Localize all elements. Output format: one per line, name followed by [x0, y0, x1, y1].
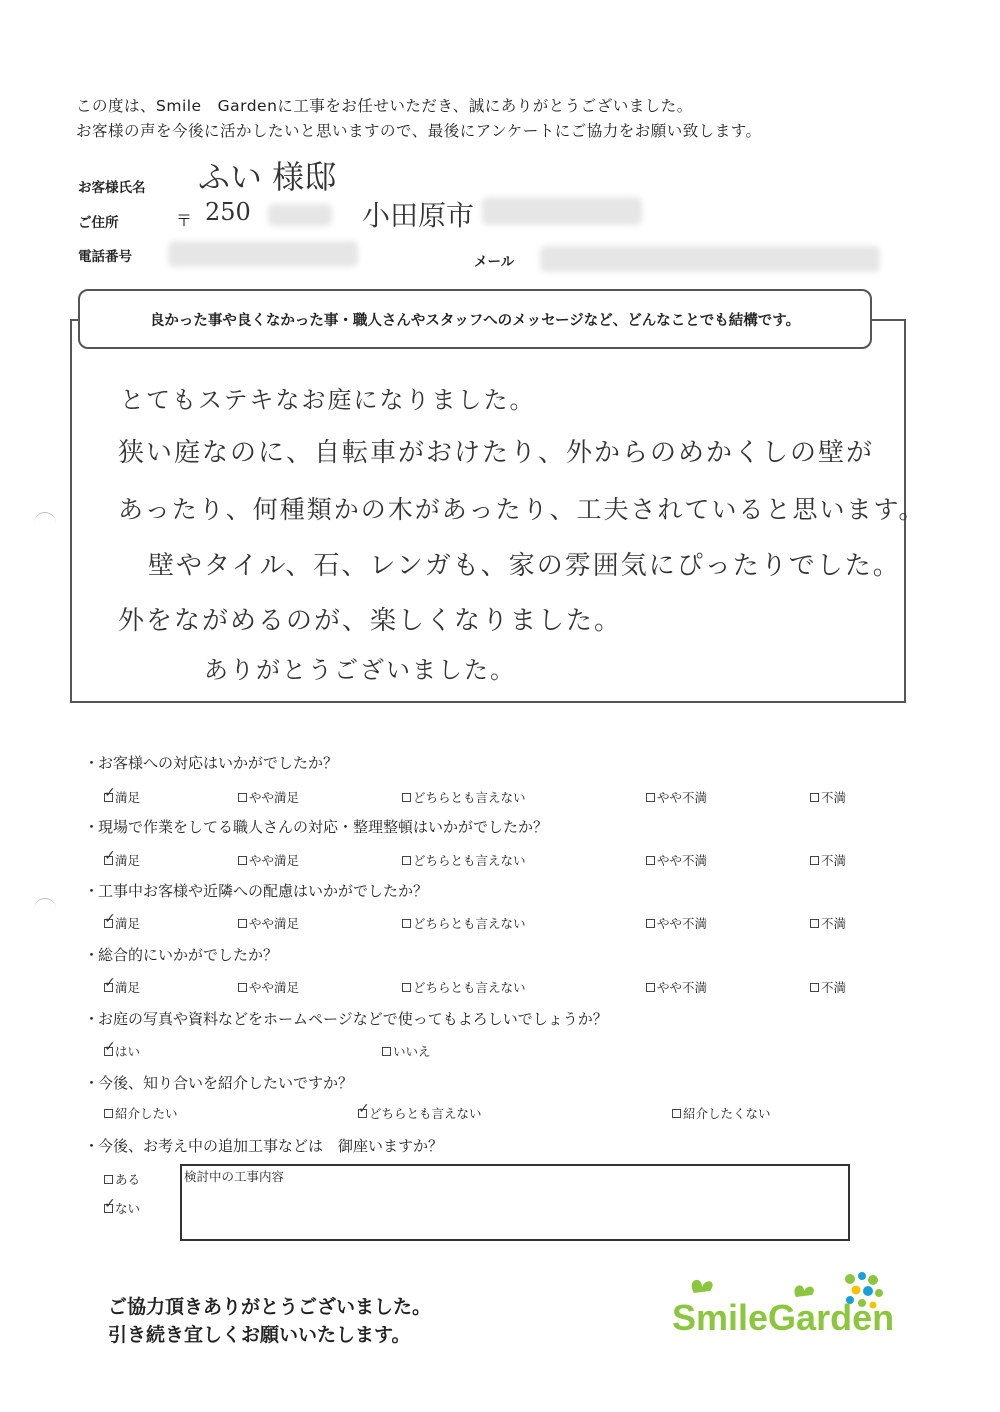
closing-line-1: ご協力頂きありがとうございました。 [108, 1296, 432, 1318]
q7-option-1[interactable]: ある [104, 1170, 140, 1188]
q2-option-2[interactable]: やや満足 [238, 851, 299, 869]
name-value: ふい 様邸 [198, 158, 337, 196]
q6-option-1[interactable]: 紹介したい [104, 1104, 178, 1122]
q3-option-4[interactable]: やや不満 [646, 914, 707, 932]
q7-option-2[interactable]: ✓ ない [104, 1199, 140, 1217]
question-4: ・総合的にいかがでしたか？ [84, 946, 279, 964]
q1-option-4[interactable]: やや不満 [646, 788, 707, 806]
address-label: ご住所 [78, 215, 119, 231]
q3-option-3[interactable]: どちらとも言えない [402, 914, 526, 932]
margin-mark-1 [34, 512, 56, 535]
intro-line-2: お客様の声を今後に活かしたいと思いますので、最後にアンケートにご協力をお願い致します。 [76, 122, 762, 140]
redacted-phone [168, 241, 358, 267]
redacted-postal [268, 204, 332, 226]
message-line-1: とてもステキなお庭になりました。 [120, 386, 536, 414]
email-label: メール [474, 254, 515, 270]
question-5: ・お庭の写真や資料などをホームページなどで使ってもよろしいでしょうか？ [84, 1010, 608, 1028]
message-header: 良かった事や良くなかった事・職人さんやスタッフへのメッセージなど、どんなことでも結構です。 [78, 289, 872, 349]
address-postal: 250 [205, 198, 251, 226]
phone-label: 電話番号 [78, 249, 132, 265]
q1-option-5[interactable]: 不満 [810, 788, 846, 806]
q5-option-2[interactable]: いいえ [382, 1042, 431, 1060]
logo-text: SmileGarden [672, 1297, 895, 1338]
additional-work-label: 検討中の工事内容 [184, 1169, 285, 1184]
address-city: 小田原市 [362, 199, 475, 232]
question-2: ・現場で作業をしてる職人さんの対応・整理整頓はいかがでしたか？ [84, 818, 549, 836]
q5-option-1[interactable]: ✓ はい [104, 1042, 140, 1060]
postal-mark: 〒 [176, 211, 193, 230]
message-line-2: 狭い庭なのに、自転車がおけたり、外からのめかくしの壁が [118, 438, 875, 468]
q4-option-5[interactable]: 不満 [810, 978, 846, 996]
q1-option-3[interactable]: どちらとも言えない [402, 788, 526, 806]
q3-option-2[interactable]: やや満足 [238, 914, 299, 932]
message-line-5: 外をながめるのが、楽しくなりました。 [118, 606, 623, 636]
name-label: お客様氏名 [78, 180, 146, 196]
q2-option-3[interactable]: どちらとも言えない [402, 851, 526, 869]
question-3: ・工事中お客様や近隣への配慮はいかがでしたか？ [84, 882, 429, 900]
q4-option-3[interactable]: どちらとも言えない [402, 978, 526, 996]
question-7: ・今後、お考え中の追加工事などは 御座いますか？ [84, 1137, 444, 1155]
q4-option-4[interactable]: やや不満 [646, 978, 707, 996]
q4-option-2[interactable]: やや満足 [238, 978, 299, 996]
message-line-3: あったり、何種類かの木があったり、工夫されていると思います。 [118, 495, 926, 524]
q1-option-1[interactable]: ✓ 満足 [104, 788, 140, 806]
q2-option-1[interactable]: ✓ 満足 [104, 851, 140, 869]
redacted-email [540, 246, 880, 272]
margin-mark-2 [34, 898, 56, 921]
closing-line-2: 引き続き宜しくお願いいたします。 [108, 1324, 411, 1346]
q2-option-4[interactable]: やや不満 [646, 851, 707, 869]
question-6: ・今後、知り合いを紹介したいですか？ [84, 1074, 354, 1092]
q1-option-2[interactable]: やや満足 [238, 788, 299, 806]
q6-option-2[interactable]: ✓ どちらとも言えない [358, 1104, 482, 1122]
redacted-address [482, 197, 642, 225]
q4-option-1[interactable]: ✓ 満足 [104, 978, 140, 996]
q3-option-5[interactable]: 不満 [810, 914, 846, 932]
message-line-6: ありがとうございました。 [204, 656, 516, 684]
smile-garden-logo [672, 1267, 912, 1347]
q3-option-1[interactable]: ✓ 満足 [104, 914, 140, 932]
q2-option-5[interactable]: 不満 [810, 851, 846, 869]
q6-option-3[interactable]: 紹介したくない [672, 1104, 771, 1122]
question-1: ・お客様への対応はいかがでしたか？ [84, 754, 339, 772]
message-line-4: 壁やタイル、石、レンガも、家の雰囲気にぴったりでした。 [148, 551, 901, 581]
intro-line-1: この度は、Smile Gardenに工事をお任せいただき、誠にありがとうございました。 [76, 97, 693, 115]
